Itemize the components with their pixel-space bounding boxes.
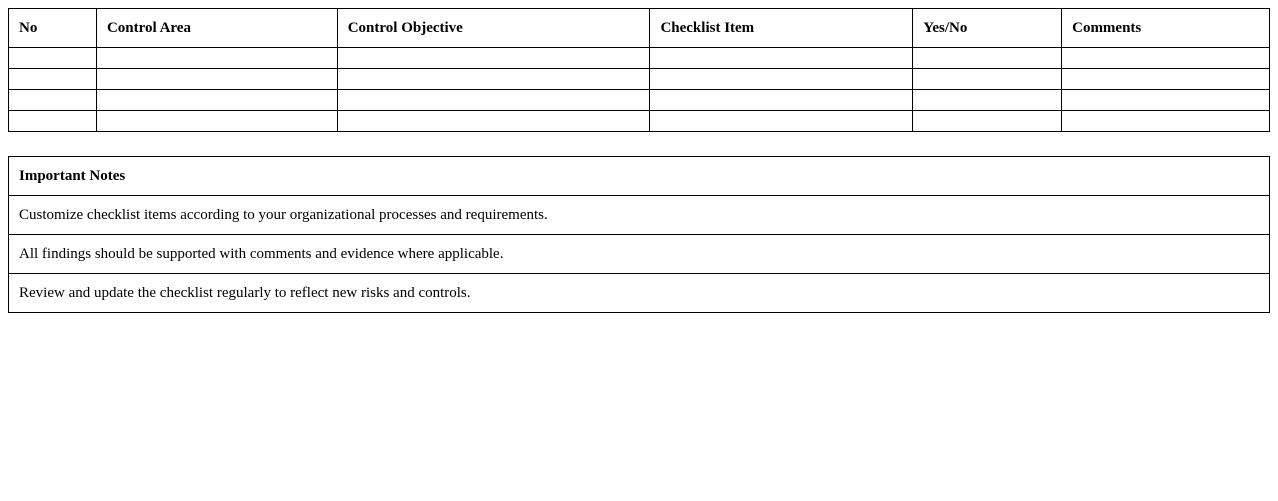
cell-control-objective[interactable] bbox=[337, 90, 650, 111]
table-row bbox=[9, 111, 1270, 132]
cell-yes-no[interactable] bbox=[913, 48, 1062, 69]
cell-control-area[interactable] bbox=[96, 69, 337, 90]
cell-no[interactable] bbox=[9, 69, 97, 90]
checklist-header-row bbox=[9, 9, 1270, 48]
cell-no[interactable] bbox=[9, 48, 97, 69]
notes-header-row bbox=[9, 157, 1270, 196]
cell-comments[interactable] bbox=[1062, 90, 1270, 111]
cell-comments[interactable] bbox=[1062, 69, 1270, 90]
notes-title: Important Notes bbox=[9, 157, 1270, 196]
checklist-table bbox=[8, 8, 1270, 132]
note-text: Customize checklist items according to your organizational processes and requirements. bbox=[9, 196, 1270, 235]
cell-yes-no[interactable] bbox=[913, 111, 1062, 132]
cell-control-area[interactable] bbox=[96, 48, 337, 69]
cell-checklist-item[interactable] bbox=[650, 111, 913, 132]
table-row bbox=[9, 48, 1270, 69]
header-checklist-item: Checklist Item bbox=[650, 9, 913, 48]
header-yes-no: Yes/No bbox=[913, 9, 1062, 48]
cell-checklist-item[interactable] bbox=[650, 90, 913, 111]
list-item bbox=[9, 196, 1270, 235]
header-no: No bbox=[9, 9, 97, 48]
header-control-objective: Control Objective bbox=[337, 9, 650, 48]
note-text: All findings should be supported with comments and evidence where applicable. bbox=[9, 235, 1270, 274]
cell-no[interactable] bbox=[9, 90, 97, 111]
cell-comments[interactable] bbox=[1062, 48, 1270, 69]
cell-control-objective[interactable] bbox=[337, 69, 650, 90]
list-item bbox=[9, 235, 1270, 274]
cell-control-area[interactable] bbox=[96, 111, 337, 132]
cell-no[interactable] bbox=[9, 111, 97, 132]
table-row bbox=[9, 69, 1270, 90]
cell-comments[interactable] bbox=[1062, 111, 1270, 132]
cell-control-objective[interactable] bbox=[337, 111, 650, 132]
table-row bbox=[9, 90, 1270, 111]
note-text: Review and update the checklist regularly to reflect new risks and controls. bbox=[9, 274, 1270, 313]
cell-control-area[interactable] bbox=[96, 90, 337, 111]
list-item bbox=[9, 274, 1270, 313]
header-control-area: Control Area bbox=[96, 9, 337, 48]
important-notes-table bbox=[8, 156, 1270, 313]
cell-yes-no[interactable] bbox=[913, 90, 1062, 111]
checklist-body bbox=[9, 48, 1270, 132]
cell-control-objective[interactable] bbox=[337, 48, 650, 69]
checklist-header bbox=[9, 9, 1270, 48]
header-comments: Comments bbox=[1062, 9, 1270, 48]
cell-checklist-item[interactable] bbox=[650, 48, 913, 69]
cell-checklist-item[interactable] bbox=[650, 69, 913, 90]
cell-yes-no[interactable] bbox=[913, 69, 1062, 90]
